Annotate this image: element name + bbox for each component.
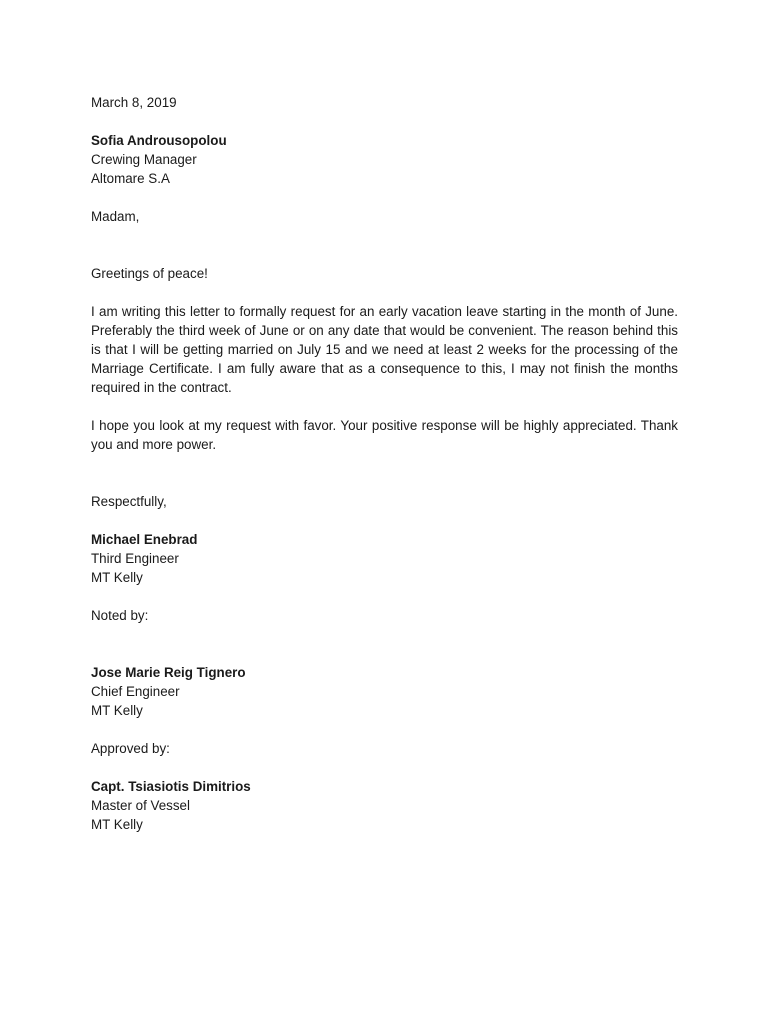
salutation: Madam, — [91, 209, 140, 224]
noted-by-block — [91, 663, 678, 720]
greeting: Greetings of peace! — [91, 266, 208, 281]
approved-by-block — [91, 777, 678, 834]
body-paragraph-closing-remark: I hope you look at my request with favor. Your positive response will be highly appreciated. Thank you and more power. — [91, 418, 678, 452]
closing: Respectfully, — [91, 494, 167, 509]
spacer — [91, 397, 678, 416]
recipient-name: Sofia Androusopolou — [91, 133, 227, 148]
noted-by-vessel: MT Kelly — [91, 703, 143, 718]
letter-date: March 8, 2019 — [91, 95, 177, 110]
spacer — [91, 625, 678, 663]
spacer — [91, 283, 678, 302]
approved-by-vessel: MT Kelly — [91, 817, 143, 832]
spacer — [91, 720, 678, 739]
sender-title: Third Engineer — [91, 551, 179, 566]
noted-by-name: Jose Marie Reig Tignero — [91, 665, 246, 680]
spacer — [91, 454, 678, 492]
sender-vessel: MT Kelly — [91, 570, 143, 585]
spacer — [91, 511, 678, 530]
body-paragraph-request: I am writing this letter to formally request for an early vacation leave starting in the month of June. Preferably the third week of June or on any date that would be convenient. The reason behind this is that I will be getting married on July 15 and we need at least 2 weeks for the processing of the Marriage Certificate. I am fully aware that as a consequence to this, I may not finish the months required in the contract. — [91, 304, 678, 395]
recipient-company: Altomare S.A — [91, 171, 170, 186]
spacer — [91, 758, 678, 777]
letter-body — [91, 93, 678, 834]
spacer — [91, 112, 678, 131]
approved-by-name: Capt. Tsiasiotis Dimitrios — [91, 779, 251, 794]
recipient-title: Crewing Manager — [91, 152, 197, 167]
spacer — [91, 226, 678, 264]
sender-name: Michael Enebrad — [91, 532, 198, 547]
spacer — [91, 587, 678, 606]
noted-by-label: Noted by: — [91, 608, 149, 623]
recipient-block — [91, 131, 678, 188]
approved-by-title: Master of Vessel — [91, 798, 190, 813]
spacer — [91, 188, 678, 207]
noted-by-title: Chief Engineer — [91, 684, 180, 699]
approved-by-label: Approved by: — [91, 741, 170, 756]
sender-block — [91, 530, 678, 587]
